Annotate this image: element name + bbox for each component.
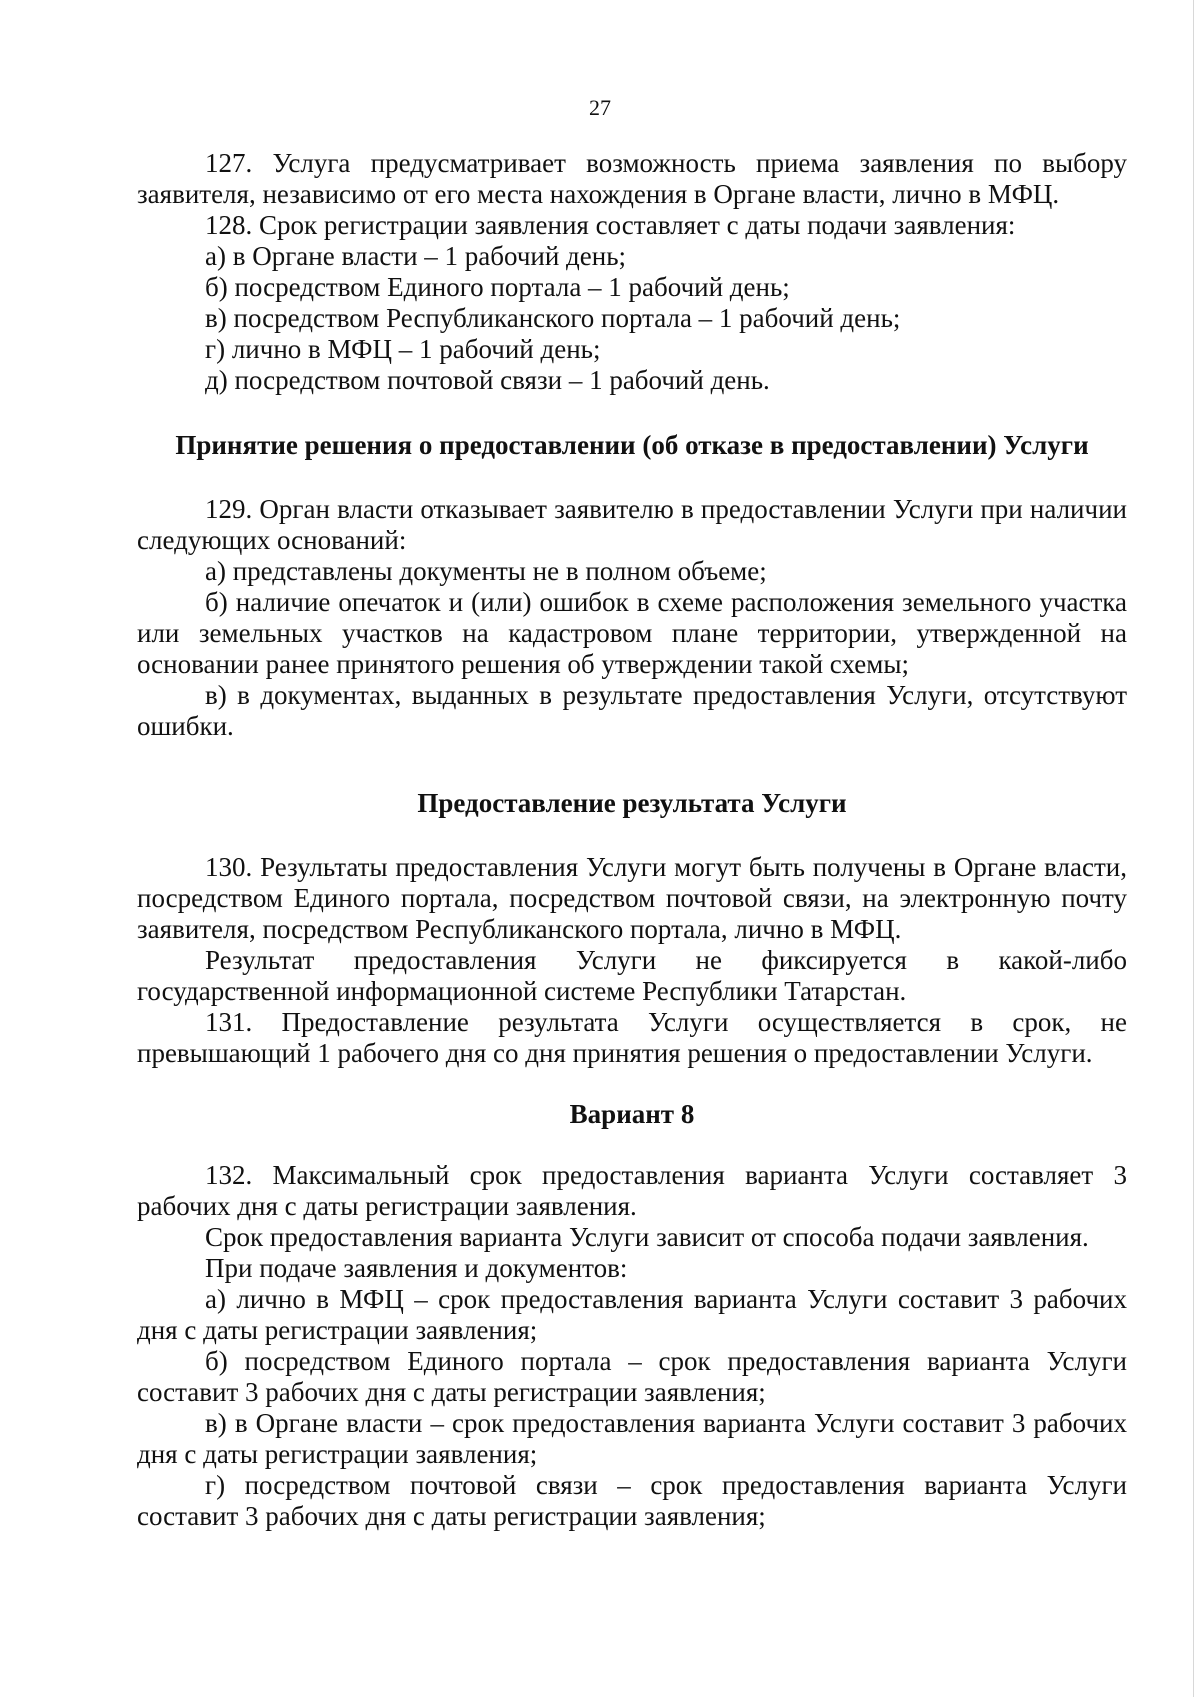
list-item-128-e: д) посредством почтовой связи – 1 рабочий день. xyxy=(205,365,770,395)
section-heading-result: Предоставление результата Услуги xyxy=(417,788,847,818)
list-item-128-d: г) лично в МФЦ – 1 рабочий день; xyxy=(205,334,601,364)
list-item-132-b: б) посредством Единого портала – срок предоставления варианта Услуги составит 3 рабочих дня с даты регистрации заявления; xyxy=(137,1346,1127,1407)
section-heading-variant: Вариант 8 xyxy=(569,1099,695,1129)
paragraph-132-intro: При подаче заявления и документов: xyxy=(205,1253,628,1283)
spacer xyxy=(137,819,1127,852)
page-number: 27 xyxy=(589,95,611,120)
spacer xyxy=(137,1069,1127,1099)
paragraph-130-note: Результат предоставления Услуги не фиксируется в какой-либо государственной информационной системе Республики Татарстан. xyxy=(137,945,1127,1006)
list-item-128-a: а) в Органе власти – 1 рабочий день; xyxy=(205,241,627,271)
spacer xyxy=(137,742,1127,788)
list-item-132-a: а) лично в МФЦ – срок предоставления варианта Услуги составит 3 рабочих дня с даты регистрации заявления; xyxy=(137,1284,1127,1345)
list-item-128-c: в) посредством Республиканского портала – 1 рабочий день; xyxy=(205,303,901,333)
list-item-132-d: г) посредством почтовой связи – срок предоставления варианта Услуги составит 3 рабочих дня с даты регистрации заявления; xyxy=(137,1470,1127,1531)
page-edge-line xyxy=(1193,0,1194,1697)
list-item-129-c: в) в документах, выданных в результате предоставления Услуги, отсутствуют ошибки. xyxy=(137,680,1127,741)
list-item-128-b: б) посредством Единого портала – 1 рабочий день; xyxy=(205,272,790,302)
paragraph-129: 129. Орган власти отказывает заявителю в предоставлении Услуги при наличии следующих оснований: xyxy=(137,494,1127,555)
section-heading-decision: Принятие решения о предоставлении (об отказе в предоставлении) Услуги xyxy=(175,430,1089,460)
paragraph-132-term: Срок предоставления варианта Услуги зависит от способа подачи заявления. xyxy=(205,1222,1089,1252)
paragraph-131: 131. Предоставление результата Услуги осуществляется в срок, не превышающий 1 рабочего дня со дня принятия решения о предоставлении Услуги. xyxy=(137,1007,1127,1068)
document-body xyxy=(137,148,1127,1532)
paragraph-127: 127. Услуга предусматривает возможность приема заявления по выбору заявителя, независимо от его места нахождения в Органе власти, лично в МФЦ. xyxy=(137,148,1127,209)
spacer xyxy=(137,461,1127,494)
spacer xyxy=(137,1130,1127,1160)
paragraph-130: 130. Результаты предоставления Услуги могут быть получены в Органе власти, посредством Единого портала, посредством почтовой связи, на электронную почту заявителя, посредством Республиканского портала, лично в МФЦ. xyxy=(137,852,1127,944)
list-item-132-c: в) в Органе власти – срок предоставления варианта Услуги составит 3 рабочих дня с даты регистрации заявления; xyxy=(137,1408,1127,1469)
spacer xyxy=(137,396,1127,430)
list-item-129-a: а) представлены документы не в полном объеме; xyxy=(205,556,767,586)
paragraph-128: 128. Срок регистрации заявления составляет с даты подачи заявления: xyxy=(205,210,1016,240)
list-item-129-b: б) наличие опечаток и (или) ошибок в схеме расположения земельного участка или земельных участков на кадастровом плане территории, утвержденной на основании ранее принятого решения об утверждении такой схемы; xyxy=(137,587,1127,679)
paragraph-132: 132. Максимальный срок предоставления варианта Услуги составляет 3 рабочих дня с даты регистрации заявления. xyxy=(137,1160,1127,1221)
